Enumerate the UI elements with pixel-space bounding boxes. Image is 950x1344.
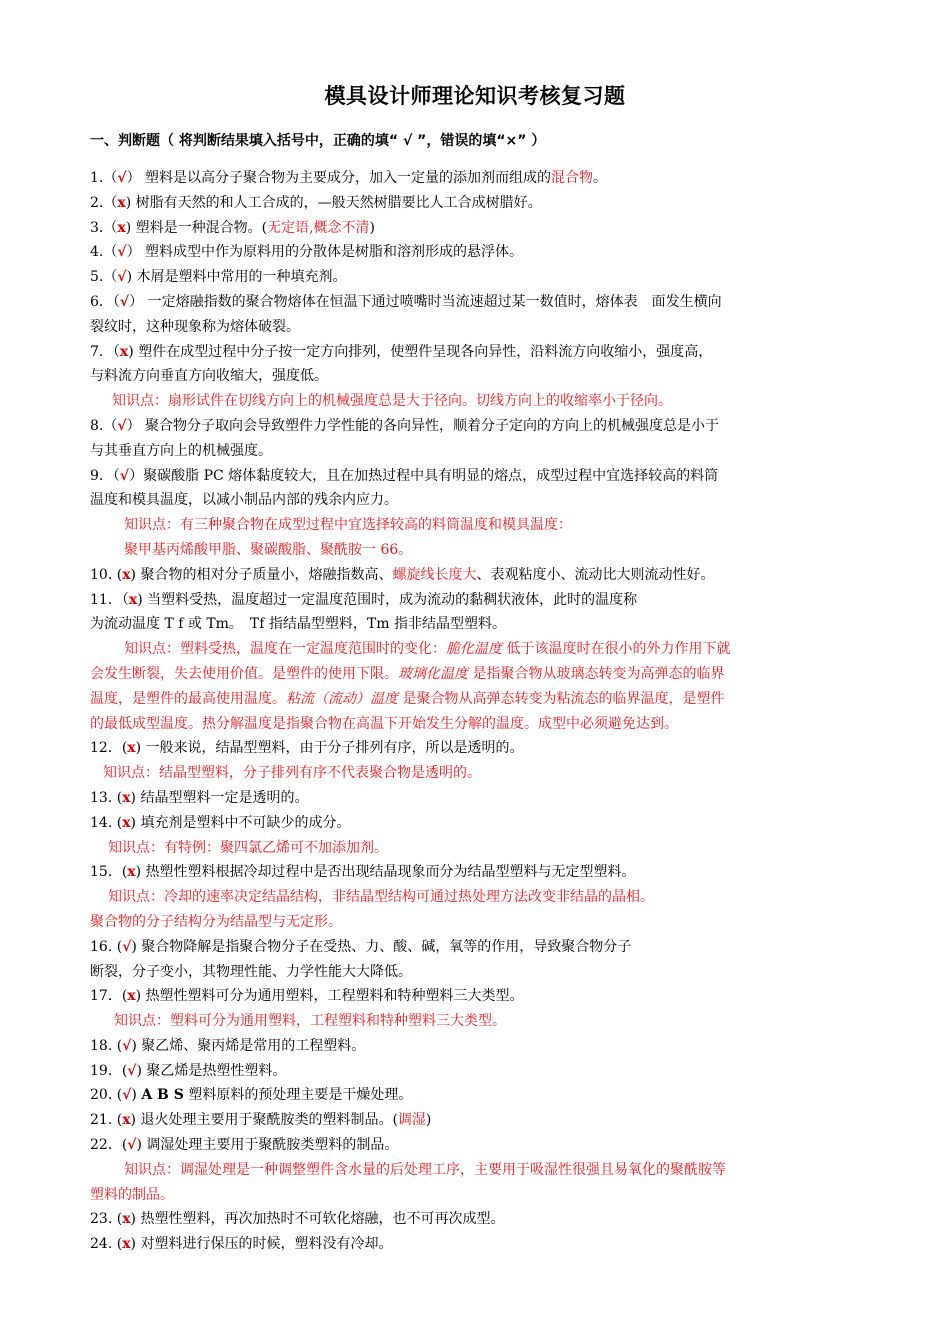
answer-mark: x: [119, 343, 129, 360]
answer-mark: √: [117, 170, 127, 186]
question-22: 22．(√) 调湿处理主要用于聚酰胺类塑料的制品。: [90, 1137, 399, 1154]
question-10: 10. (x) 聚合物的相对分子质量小，熔融指数高、螺旋线长度大、表观粘度小、流动比大则流动性好。: [90, 566, 715, 583]
question-1: 1.（√） 塑料是以高分子聚合物为主要成分，加入一定量的添加剂而组成的混合物。: [90, 170, 608, 186]
question-11: 11．（x) 当塑料受热，温度超过一定温度范围时，成为流动的黏稠状液体，此时的温度称: [90, 591, 638, 608]
answer-mark: x: [127, 864, 136, 881]
knowledge-point-11: 知识点：塑料受热，温度在一定温度范围时的变化：脆化温度 低于该温度时在很小的外力作用下就: [124, 641, 731, 658]
question-4: 4.（√） 塑料成型中作为原料用的分散体是树脂和溶剂形成的悬浮体。: [90, 244, 524, 261]
knowledge-point-11-line4: 的最低成型温度。热分解温度是指聚合物在高温下开始发生分解的温度。成型中必须避免达到。: [90, 715, 678, 732]
knowledge-point-9-list: 聚甲基丙烯酸甲脂、聚碳酸脂、聚酰胺一 66。: [124, 541, 413, 558]
section-heading: 一、判断题（ 将判断结果填入括号中，正确的填“ √ ”，错误的填“×” ）: [90, 133, 546, 149]
answer-mark: x: [122, 1211, 131, 1228]
knowledge-point-15: 知识点：冷却的速率决定结晶结构，非结晶型结构可通过热处理方法改变非结晶的晶相。: [108, 889, 654, 906]
question-23: 23. (x) 热塑性塑料，再次加热时不可软化熔融，也不可再次成型。: [90, 1211, 505, 1228]
knowledge-point-9: 知识点：有三种聚合物在成型过程中宜选择较高的料筒温度和模具温度：: [124, 517, 572, 534]
question-16: 16. (√) 聚合物降解是指聚合物分子在受热、力、酸、碱，氧等的作用，导致聚合物分子: [90, 938, 632, 955]
document-page: [90, 80, 860, 1257]
answer-mark: x: [117, 219, 126, 236]
knowledge-point-11-line2: 会发生断裂，失去使用价值。是塑件的使用下限。玻璃化温度 是指聚合物从玻璃态转变为高弹态的临界: [90, 665, 725, 682]
answer-mark: x: [127, 740, 136, 757]
answer-mark: x: [122, 814, 131, 831]
question-5: 5.（√) 木屑是塑料中常用的一种填充剂。: [90, 269, 347, 286]
question-7: 7．（x) 塑件在成型过程中分子按一定方向排列，使塑件呈现各向异性，沿料流方向收缩小，强度高，: [90, 343, 713, 360]
knowledge-point-22: 知识点：调湿处理是一种调整塑件含水量的后处理工序，主要用于吸湿性很强且易氧化的聚酰胺等: [124, 1161, 726, 1178]
knowledge-point-17: 知识点：塑料可分为通用塑料，工程塑料和特种塑料三大类型。: [114, 1013, 506, 1030]
answer-mark: x: [127, 988, 136, 1005]
question-19: 19．(√) 聚乙烯是热塑性塑料。: [90, 1062, 287, 1079]
answer-mark: x: [122, 1236, 131, 1253]
answer-mark: x: [122, 1112, 131, 1129]
question-18: 18. (√) 聚乙烯、聚丙烯是常用的工程塑料。: [90, 1037, 366, 1054]
answer-mark: x: [122, 566, 131, 583]
question-12: 12．(x) 一般来说，结晶型塑料，由于分子排列有序，所以是透明的。: [90, 740, 524, 757]
answer-mark: √: [122, 938, 132, 955]
answer-mark: √: [127, 1062, 137, 1079]
answer-mark: √: [119, 293, 130, 310]
knowledge-point-12: 知识点：结晶型塑料，分子排列有序不代表聚合物是透明的。: [103, 765, 481, 782]
knowledge-point-15-line2: 聚合物的分子结构分为结晶型与无定形。: [90, 913, 342, 930]
question-8: 8.（√） 聚合物分子取向会导致塑件力学性能的各向异性，顺着分子定向的方向上的机械强度总是小于: [90, 417, 720, 434]
question-7-continued: 与料流方向垂直方向收缩大，强度低。: [90, 368, 328, 385]
knowledge-point-22-line2: 塑料的制品。: [90, 1186, 174, 1203]
answer-mark: √: [119, 467, 130, 484]
question-3: 3.（x) 塑料是一种混合物。(无定语,概念不清): [90, 219, 376, 236]
question-9-continued: 温度和模具温度，以减小制品内部的残余内应力。: [90, 492, 398, 509]
answer-mark: √: [127, 1137, 137, 1154]
question-24: 24. (x) 对塑料进行保压的时候，塑料没有冷却。: [90, 1236, 393, 1253]
question-15: 15．(x) 热塑性塑料根据冷却过程中是否出现结晶现象而分为结晶型塑料与无定型塑料。: [90, 864, 636, 881]
question-6: 6．（√） 一定熔融指数的聚合物熔体在恒温下通过喷嘴时当流速超过某一数值时，熔体表 面发生横向: [90, 293, 722, 310]
question-9: 9．（√）聚碳酸脂 PC 熔体黏度较大，且在加热过程中具有明显的熔点，成型过程中宜选择较高的料筒: [90, 467, 719, 484]
answer-mark: √: [117, 417, 127, 434]
question-20: 20. (√) A B S 塑料原料的预处理主要是干燥处理。: [90, 1087, 413, 1104]
document-title: 模具设计师理论知识考核复习题: [324, 84, 626, 108]
answer-mark: √: [117, 269, 127, 286]
question-13: 13. (x) 结晶型塑料一定是透明的。: [90, 789, 309, 806]
question-8-continued: 与其垂直方向上的机械强度。: [90, 442, 272, 459]
answer-mark: x: [128, 591, 138, 608]
knowledge-point-14: 知识点：有特例：聚四氯乙烯可不加添加剂。: [108, 839, 388, 856]
question-2: 2.（x) 树脂有天然的和人工合成的，—般天然树腊要比人工合成树腊好。: [90, 194, 542, 211]
answer-mark: √: [117, 244, 127, 261]
question-6-continued: 裂纹时，这种现象称为熔体破裂。: [90, 318, 300, 335]
question-16-continued: 断裂，分子变小，其物理性能、力学性能大大降低。: [90, 963, 412, 980]
knowledge-point-11-line3: 温度，是塑件的最高使用温度。粘流（流动）温度 是聚合物从高弹态转变为粘流态的临界温度，是塑件: [90, 690, 725, 707]
knowledge-point-7: 知识点：扇形试件在切线方向上的机械强度总是大于径向。切线方向上的收缩率小于径向。: [112, 393, 672, 410]
question-11-continued: 为流动温度 T f 或 Tm。 Tf 指结晶型塑料，Tm 指非结晶型塑料。: [90, 616, 506, 633]
question-21: 21. (x) 退火处理主要用于聚酰胺类的塑料制品。(调湿): [90, 1112, 432, 1129]
answer-mark: x: [122, 789, 131, 806]
answer-mark: √: [122, 1087, 132, 1104]
answer-mark: √: [122, 1037, 132, 1054]
question-17: 17．(x) 热塑性塑料可分为通用塑料，工程塑料和特种塑料三大类型。: [90, 988, 524, 1005]
answer-mark: x: [117, 194, 126, 211]
question-14: 14. (x) 填充剂是塑料中不可缺少的成分。: [90, 814, 351, 831]
